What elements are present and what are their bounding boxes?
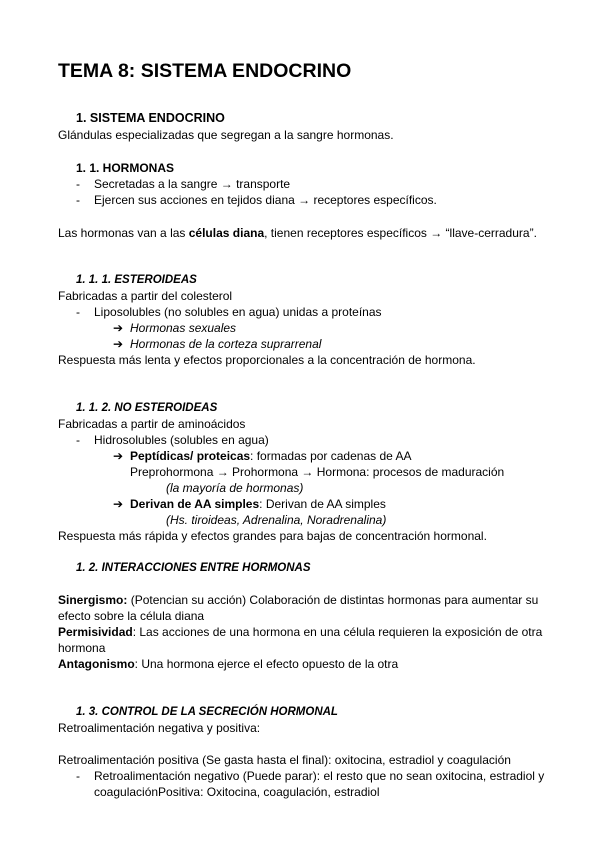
section-heading-interacciones: 1. 2. INTERACCIONES ENTRE HORMONAS <box>76 562 311 574</box>
subitem-peptidicas-rest: : formadas por cadenas de AA <box>250 449 412 463</box>
subitem-peptidicas-bold: Peptídicas/ proteicas <box>130 449 251 463</box>
arrow-icon: ➔ <box>113 337 124 351</box>
text-sinergismo-cont: efecto sobre la célula diana <box>58 609 205 623</box>
text-sinergismo <box>58 593 538 607</box>
bullet-retro-negativo: Retroalimentación negativo (Puede parar): el resto que no sean oxitocina, estradiol y <box>94 769 545 783</box>
bullet-liposolubles: Liposolubles (no solubles en agua) unidas a proteínas <box>94 305 382 319</box>
subitem-derivan-rest: : Derivan de AA simples <box>259 497 386 511</box>
text-antagonismo <box>58 657 398 671</box>
bullet-ejercen: Ejercen sus acciones en tejidos diana → receptores específicos. <box>94 193 437 207</box>
bullet-dash: - <box>76 193 80 207</box>
text-respuesta-lenta: Respuesta más lenta y efectos proporcionales a la concentración de hormona. <box>58 353 476 367</box>
text-fabricadas-colesterol: Fabricadas a partir del colesterol <box>58 289 233 303</box>
term-permisividad: Permisividad <box>58 625 133 639</box>
subitem-derivan-bold: Derivan de AA simples <box>130 497 260 511</box>
para-text-end: , tienen receptores específicos → “llave-cerradura”. <box>264 226 537 240</box>
bullet-hidrosolubles: Hidrosolubles (solubles en agua) <box>94 433 269 447</box>
subitem-derivan-aa <box>130 497 386 511</box>
arrow-icon: ➔ <box>113 449 124 463</box>
text-respuesta-rapida: Respuesta más rápida y efectos grandes para bajas de concentración hormonal. <box>58 529 487 543</box>
text-permisividad-cont: hormona <box>58 641 106 655</box>
text-preprohormona-chain: Preprohormona → Prohormona → Hormona: procesos de maduración <box>130 465 505 479</box>
arrow-icon: ➔ <box>113 321 124 335</box>
bullet-secretadas: Secretadas a la sangre → transporte <box>94 177 291 191</box>
def-antagonismo: : Una hormona ejerce el efecto opuesto de la otra <box>134 657 399 671</box>
page-title: TEMA 8: SISTEMA ENDOCRINO <box>58 60 352 82</box>
term-sinergismo: Sinergismo: <box>58 593 128 607</box>
section-heading-esteroideas: 1. 1. 1. ESTEROIDEAS <box>76 274 197 286</box>
text-permisividad <box>58 625 542 639</box>
bullet-dash: - <box>76 305 80 319</box>
section-heading-hormonas: 1. 1. HORMONAS <box>76 161 175 175</box>
term-antagonismo: Antagonismo <box>58 657 135 671</box>
subitem-corteza-suprarrenal: Hormonas de la corteza suprarrenal <box>130 337 322 351</box>
bullet-dash: - <box>76 433 80 447</box>
section-text-glandulas: Glándulas especializadas que segregan a la sangre hormonas. <box>58 128 394 142</box>
section-heading-control-secrecion: 1. 3. CONTROL DE LA SECRECIÓN HORMONAL <box>76 706 338 718</box>
section-heading-sistema-endocrino: 1. SISTEMA ENDOCRINO <box>76 111 225 125</box>
bullet-dash: - <box>76 769 80 783</box>
subitem-peptidicas <box>130 449 411 463</box>
para-text-start: Las hormonas van a las <box>58 226 189 240</box>
bullet-dash: - <box>76 177 80 191</box>
def-sinergismo: (Potencian su acción) Colaboración de distintas hormonas para aumentar su <box>127 593 539 607</box>
bullet-retro-negativo-cont: coagulaciónPositiva: Oxitocina, coagulación, estradiol <box>94 785 380 799</box>
section-heading-no-esteroideas: 1. 1. 2. NO ESTEROIDEAS <box>76 402 218 414</box>
subitem-hormonas-sexuales: Hormonas sexuales <box>130 321 237 335</box>
text-retroalimentacion: Retroalimentación negativa y positiva: <box>58 721 261 735</box>
text-fabricadas-aminoacidos: Fabricadas a partir de aminoácidos <box>58 417 246 431</box>
def-permisividad: : Las acciones de una hormona en una célula requieren la exposición de otra <box>132 625 543 639</box>
text-mayoria-hormonas: (la mayoría de hormonas) <box>166 481 304 495</box>
para-bold-celulas-diana: células diana <box>188 226 265 240</box>
paragraph-celulas-diana <box>58 226 537 240</box>
text-retro-positiva: Retroalimentación positiva (Se gasta hasta el final): oxitocina, estradiol y coagulación <box>58 753 511 767</box>
arrow-icon: ➔ <box>113 497 124 511</box>
text-hs-tiroideas: (Hs. tiroideas, Adrenalina, Noradrenalina) <box>166 513 387 527</box>
